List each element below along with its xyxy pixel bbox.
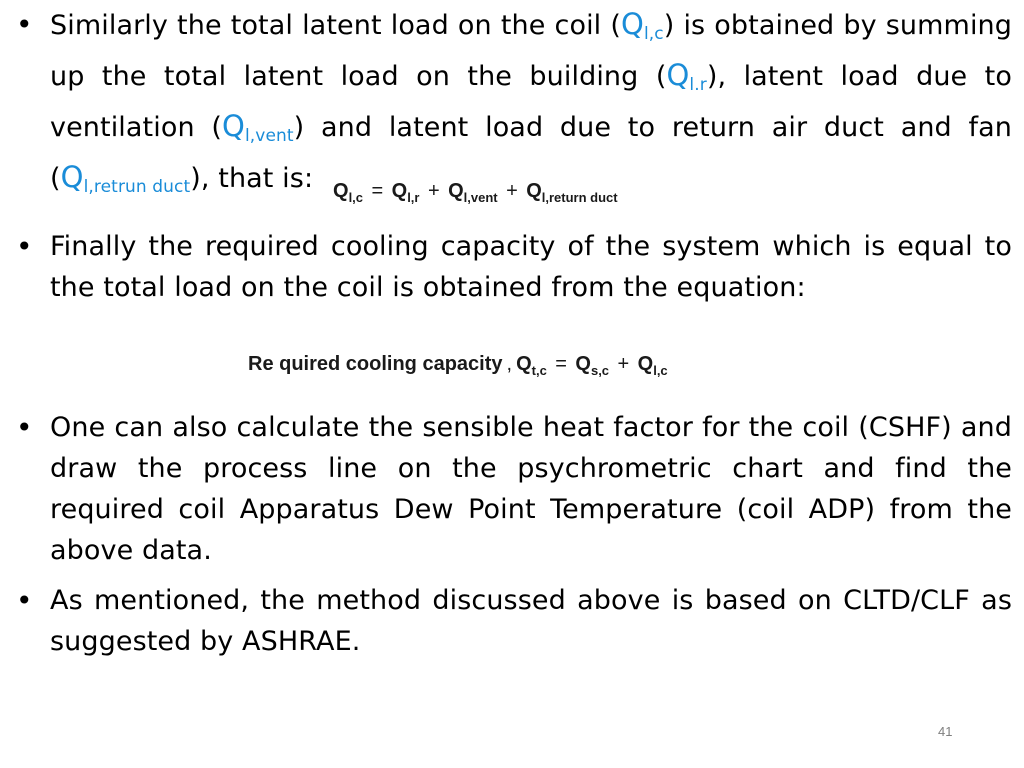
equation-latent-coil-load: $Q_{l,c} = Q_{l,r} + Q_{l,vent} + Q_{l,return duct}$ <box>333 180 618 205</box>
bullet-text: Finally the required cooling capacity of the system which is equal to the total load on the coil is obtained from the equation: <box>50 231 1012 303</box>
bullet-marker: • <box>16 8 33 41</box>
bullet-cshf <box>16 407 1012 571</box>
bullet-text: As mentioned, the method discussed above is based on CLTD/CLF as suggested by ASHRAE. <box>50 585 1012 657</box>
symbol-q-lr: $Q_{l.r}$ <box>666 58 707 95</box>
bullet-text: One can also calculate the sensible heat factor for the coil (CSHF) and draw the process line on the psychrometric chart and find the required coil Apparatus Dew Point Temperature (coil ADP) from the above data. <box>50 412 1012 566</box>
bullet-ashrae-method <box>16 580 1012 662</box>
bullet-coil-latent-load <box>16 4 1012 208</box>
bullet-text: Similarly the total latent load on the coil $(Q_{l,c})$ is obtained by summing up the total latent load on the building $(Q_{l.r})$, latent load due to ventilation $(Q_{l,vent})$ and latent load due to return air duct and fan $(Q_{l,retrun duct})$, that is: <box>50 7 1012 197</box>
bullet-marker: • <box>16 411 33 444</box>
symbol-q-lreturn: $Q_{l,retrun duct}$ <box>60 160 191 197</box>
bullet-marker: • <box>16 584 33 617</box>
bullet-cooling-capacity <box>16 226 1012 308</box>
bullet-marker: • <box>16 230 33 263</box>
equation-cooling-capacity: Re quired cooling capacity , $Q_{t,c} = Q_{s,c} + Q_{l,c}$ <box>248 353 668 378</box>
symbol-q-lvent: $Q_{l,vent}$ <box>222 109 294 146</box>
symbol-q-lc: $Q_{l,c}$ <box>621 7 664 44</box>
page-number: 41 <box>938 724 953 739</box>
